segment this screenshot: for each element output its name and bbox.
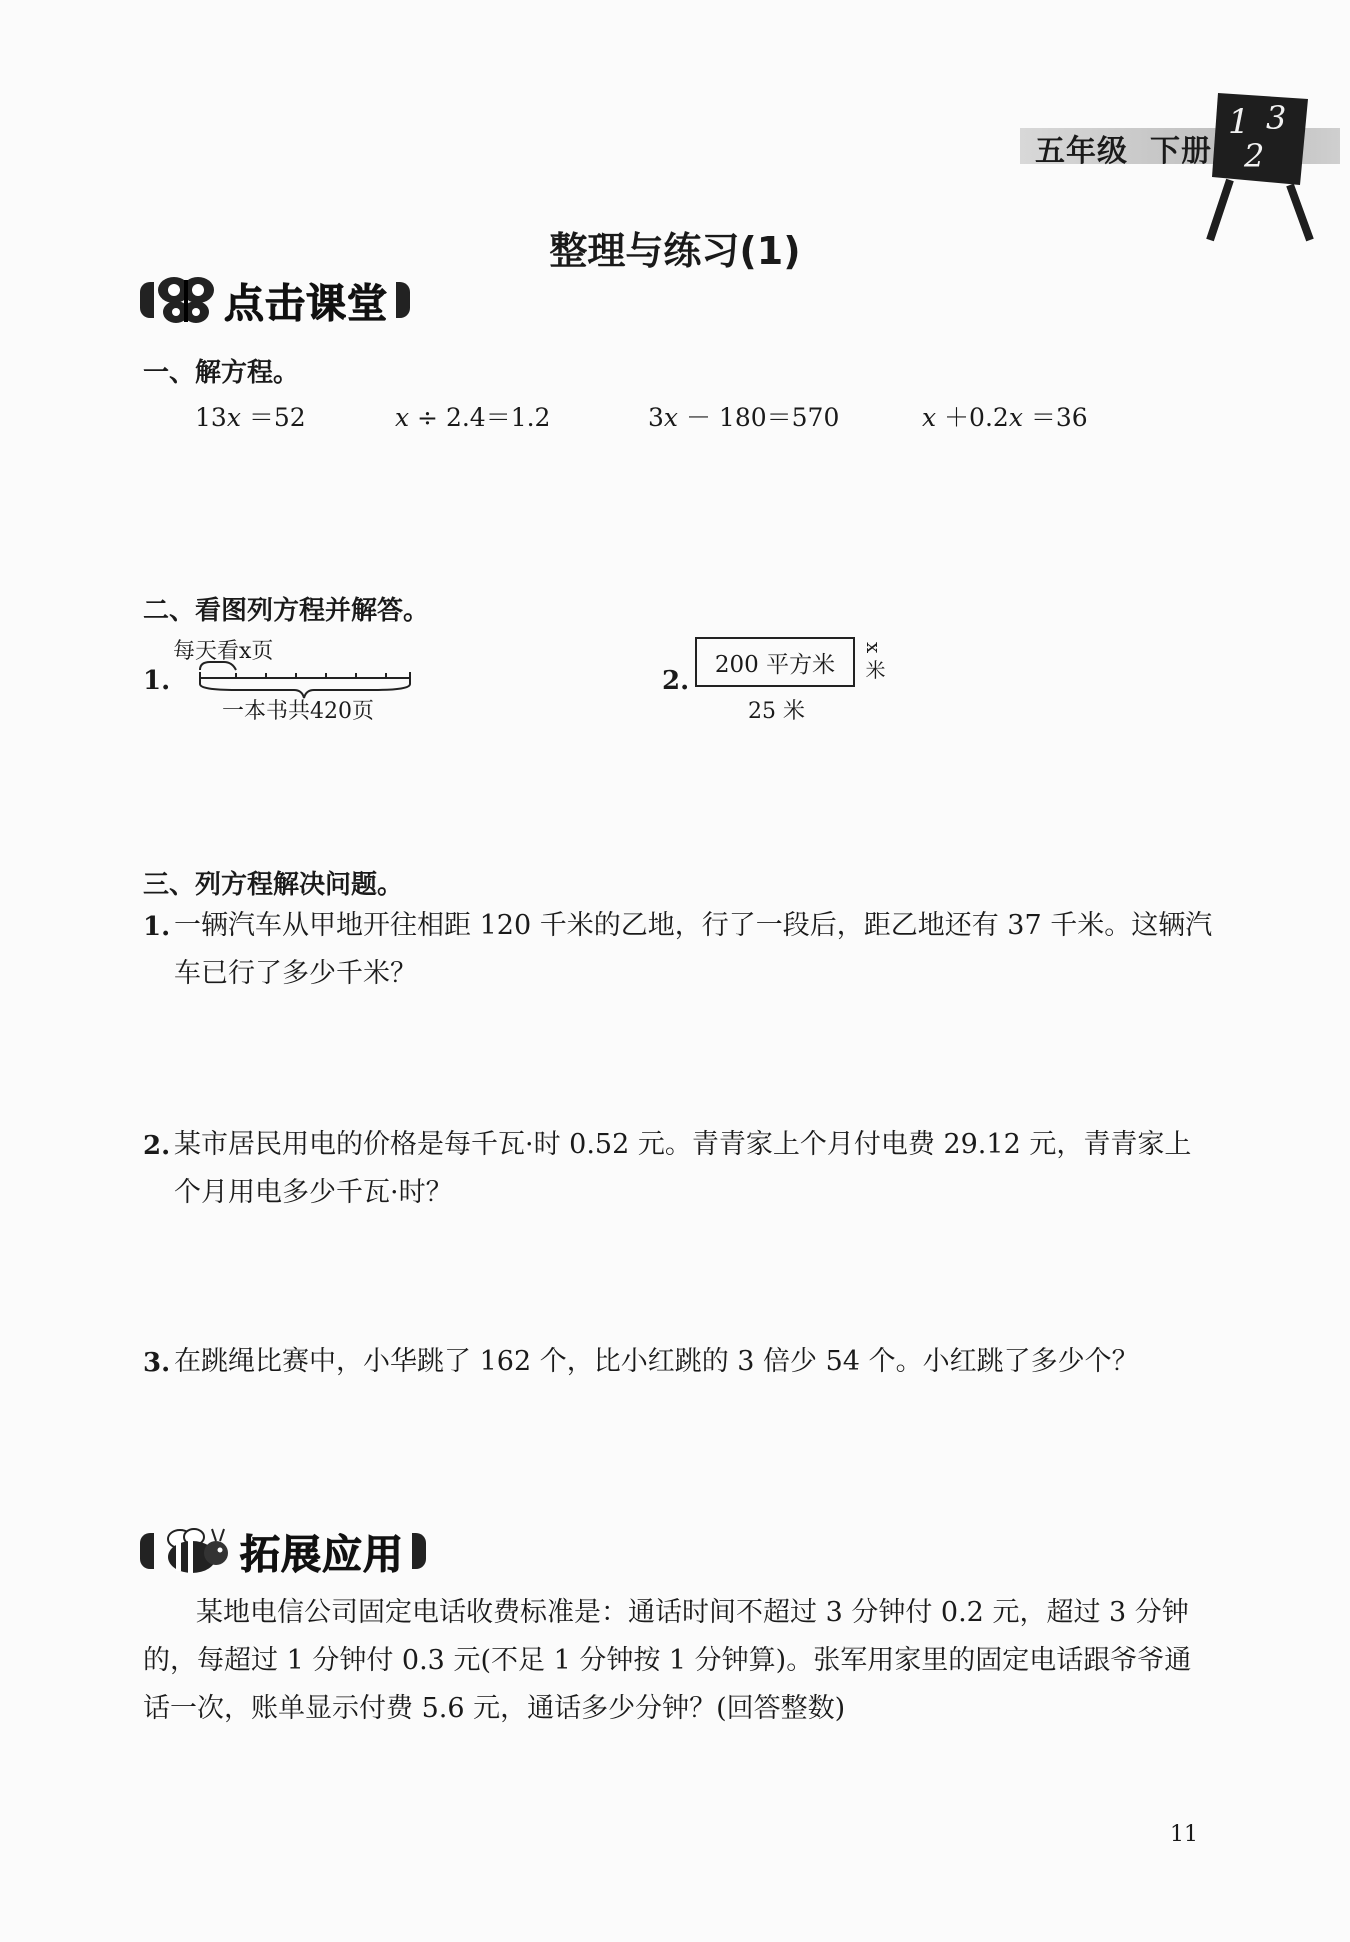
part2-q1-number: 1. xyxy=(143,666,171,696)
rectangle-diagram xyxy=(695,637,855,687)
board-digit-1: 1 xyxy=(1228,102,1250,142)
banner-title-classroom: 点击课堂 xyxy=(224,280,388,327)
page-title: 整理与练习(1) xyxy=(549,229,801,273)
part3-q2-line1: 某市居民用电的价格是每千瓦·时 0.52 元。青青家上个月付电费 29.12 元，青青家上 xyxy=(174,1129,1192,1160)
equation-3: 3x － 180＝570 xyxy=(648,403,840,432)
equation-2: x ÷ 2.4＝1.2 xyxy=(395,403,551,432)
board-digit-2: 2 xyxy=(1244,137,1265,175)
banner-title-extension: 拓展应用 xyxy=(240,1531,404,1578)
part3-q3-number: 3. xyxy=(143,1348,171,1378)
butterfly-icon xyxy=(154,272,218,328)
part1-heading: 一、解方程。 xyxy=(143,358,300,388)
q1-bottom-label: 一本书共420页 xyxy=(222,699,374,724)
part3-heading: 三、列方程解决问题。 xyxy=(143,870,404,900)
bee-icon xyxy=(154,1523,234,1579)
section-banner-classroom xyxy=(140,274,410,326)
equation-1: 13x ＝52 xyxy=(195,403,306,432)
part3-q2-line2: 个月用电多少千瓦·时？ xyxy=(174,1177,453,1208)
extension-line1: 某地电信公司固定电话收费标准是：通话时间不超过 3 分钟付 0.2 元，超过 3 分钟 xyxy=(196,1597,1189,1628)
q1-top-label: 每天看x页 xyxy=(173,639,274,664)
extension-line3: 话一次，账单显示付费 5.6 元，通话多少分钟？(回答整数) xyxy=(143,1693,846,1724)
page-number: 11 xyxy=(1170,1822,1198,1847)
part3-q1-number: 1. xyxy=(143,912,171,942)
extension-line2: 的，每超过 1 分钟付 0.3 元(不足 1 分钟按 1 分钟算)。张军用家里的固定电话跟爷爷通 xyxy=(143,1645,1192,1676)
rectangle-height-label: x 米 xyxy=(862,642,886,680)
part3-q1-line2: 车已行了多少千米？ xyxy=(174,958,417,989)
grade-text: 五年级 xyxy=(1035,134,1128,169)
section-banner-extension xyxy=(140,1525,426,1577)
part3-q3-line1: 在跳绳比赛中，小华跳了 162 个，比小红跳的 3 倍少 54 个。小红跳了多少个？ xyxy=(174,1346,1139,1377)
part3-q2-number: 2. xyxy=(143,1131,171,1161)
rectangle-area-label: 200 平方米 xyxy=(714,651,836,678)
equation-4: x ＋0.2x ＝36 xyxy=(922,403,1088,432)
grade-label xyxy=(1035,126,1212,170)
rectangle-width-label: 25 米 xyxy=(748,699,805,724)
part2-heading: 二、看图列方程并解答。 xyxy=(143,596,430,626)
volume-text: 下册 xyxy=(1150,134,1212,169)
board-digit-3: 3 xyxy=(1266,99,1287,137)
part3-q1-line1: 一辆汽车从甲地开往相距 120 千米的乙地，行了一段后，距乙地还有 37 千米。这辆汽 xyxy=(174,910,1213,941)
part2-q2-number: 2. xyxy=(662,666,690,696)
